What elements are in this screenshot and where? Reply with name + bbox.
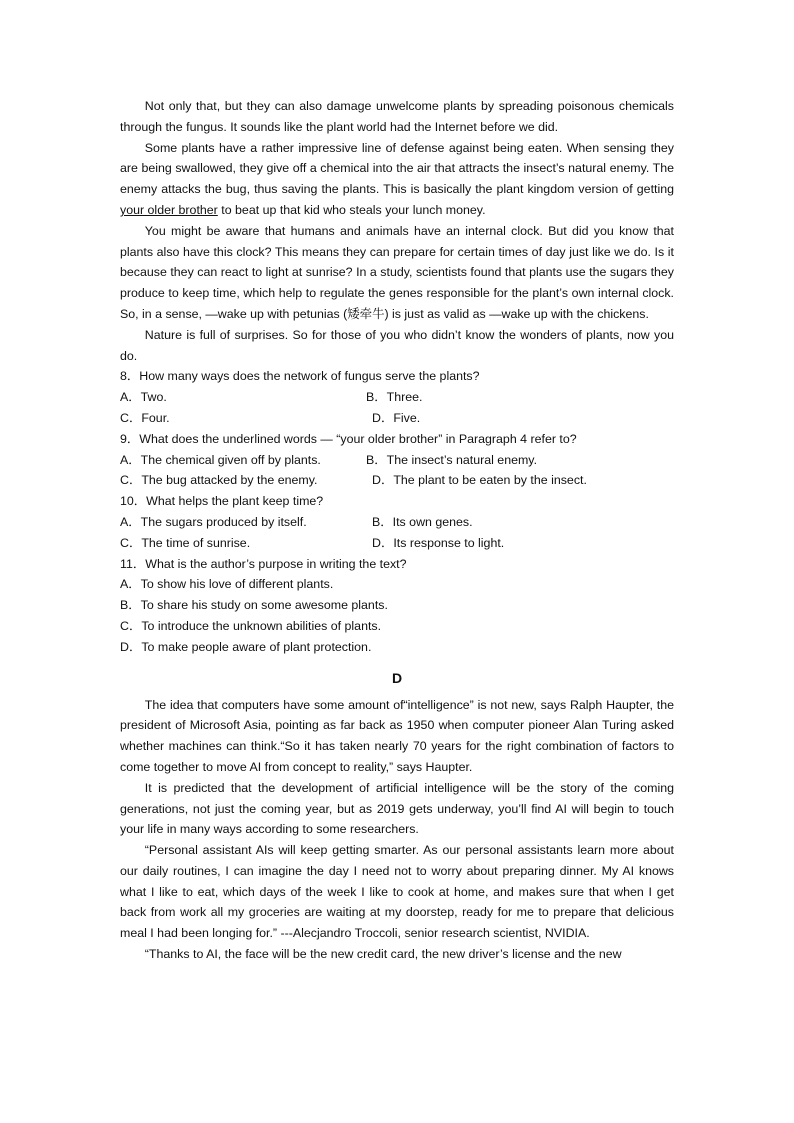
- document-page: [120, 96, 674, 965]
- option-row: [120, 512, 674, 533]
- underlined-phrase: your older brother: [120, 202, 218, 217]
- question-stem: 11．What is the author’s purpose in writing the text?: [120, 556, 407, 571]
- paragraph: It is predicted that the development of artificial intelligence will be the story of the coming generations, not just the coming year, but as 2019 gets underway, you’ll find AI will begin to touch your life in many ways according to some researchers.: [120, 780, 674, 837]
- option-row: [120, 387, 674, 408]
- option: D．Five.: [372, 410, 421, 425]
- question-stem: 8．How many ways does the network of fungus serve the plants?: [120, 369, 480, 384]
- paragraph: Nature is full of surprises. So for those of you who didn’t know the wonders of plants, now you do.: [120, 327, 674, 363]
- option-row: [120, 533, 674, 554]
- option-row: [120, 470, 674, 491]
- option: D．To make people aware of plant protection.: [120, 639, 372, 654]
- option-row: [120, 450, 674, 471]
- section-title: D: [391, 669, 403, 686]
- option: B．Three.: [366, 390, 423, 405]
- option: A．Two.: [120, 390, 167, 405]
- option: A．To show his love of different plants.: [120, 577, 334, 592]
- paragraph-text: to beat up that kid who steals your lunch money.: [217, 202, 486, 217]
- option: C．The time of sunrise.: [120, 535, 251, 550]
- option: A．The sugars produced by itself.: [120, 514, 307, 529]
- question-stem: 9．What does the underlined words — “your older brother” in Paragraph 4 refer to?: [120, 431, 577, 446]
- option: D．Its response to light.: [372, 535, 505, 550]
- option: C．To introduce the unknown abilities of plants.: [120, 618, 382, 633]
- paragraph-text: Some plants have a rather impressive line of defense against being eaten. When sensing they are being swallowed, they give off a chemical into the air that attracts the insect’s natural enemy. The enemy attacks the bug, thus saving the plants. This is basically the plant kingdom version of getting: [120, 140, 674, 197]
- option: B．To share his study on some awesome plants.: [120, 598, 388, 613]
- option: A．The chemical given off by plants.: [120, 452, 321, 467]
- option-row: [120, 408, 674, 429]
- option: B．Its own genes.: [372, 514, 473, 529]
- option: B．The insect’s natural enemy.: [366, 452, 538, 467]
- paragraph: “Personal assistant AIs will keep getting smarter. As our personal assistants learn more about our daily routines, I can imagine the day I need not to worry about preparing dinner. My AI knows what I like to eat, which days of the week I like to cook at home, and makes sure that when I get back from work all my groceries are waiting at my doorstep, ready for me to prepare that delicious meal I had been longing for.” ---Alecjandro Troccoli, senior research scientist, NVIDIA.: [120, 843, 674, 941]
- paragraph: [120, 138, 674, 221]
- paragraph: You might be aware that humans and animals have an internal clock. But did you know that plants also have this clock? This means they can prepare for certain times of day just like we do. Is it because they can react to light at sunrise? In a study, scientists found that plants use the sugars they produce to keep time, which help to regulate the genes responsible for the plant’s own internal clock. So, in a sense, —wake up with petunias (矮牵牛) is just as valid as —wake up with the chickens.: [120, 223, 674, 321]
- option: C．The bug attacked by the enemy.: [120, 473, 318, 488]
- option: C．Four.: [120, 410, 170, 425]
- paragraph: “Thanks to AI, the face will be the new credit card, the new driver’s license and the new: [144, 947, 622, 962]
- question-stem: 10．What helps the plant keep time?: [120, 494, 324, 509]
- option: D．The plant to be eaten by the insect.: [372, 473, 587, 488]
- paragraph: The idea that computers have some amount of“intelligence” is not new, says Ralph Haupter, the president of Microsoft Asia, pointing as far back as 1950 when computer pioneer Alan Turing asked whether machines can think.“So it has taken nearly 70 years for the right combination of factors to come together to move AI from concept to reality,” says Haupter.: [120, 697, 674, 774]
- paragraph: Not only that, but they can also damage unwelcome plants by spreading poisonous chemicals through the fungus. It sounds like the plant world had the Internet before we did.: [120, 99, 674, 134]
